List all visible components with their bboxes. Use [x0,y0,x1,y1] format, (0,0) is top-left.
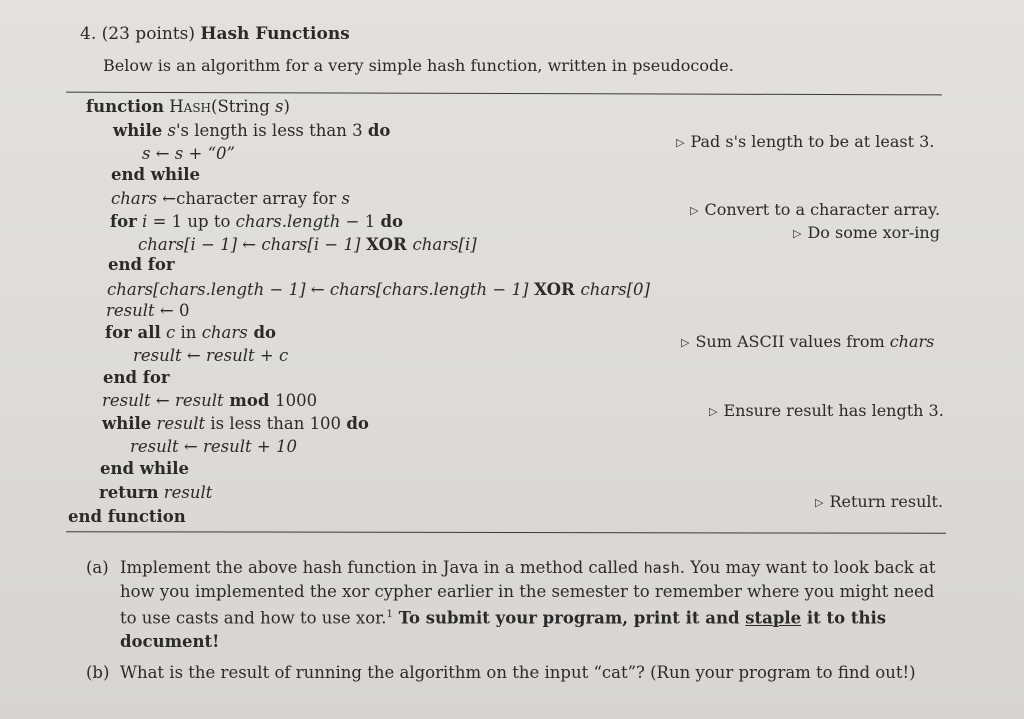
algo-line-sum: result ← result + c [133,346,289,365]
algo-line-end-while-2: end while [100,459,190,478]
part-a-label: (a) [86,558,109,577]
question-parts [86,556,956,692]
comment-xor: ▷ Do some xor-ing [793,223,940,242]
algo-line-end-while-1: end while [111,165,201,184]
comment-triangle-icon: ▷ [815,496,824,509]
algo-line-while-length: while s's length is less than 3 do [113,121,391,140]
comment-pad: ▷ Pad s's length to be at least 3. [676,132,935,151]
part-b: (b) What is the result of running the algorithm on the input “cat”? (Run your program to find out!) [86,662,916,682]
staple-word: staple [745,608,802,628]
code-hash: hash [643,559,680,577]
question-number: 4. [80,24,97,44]
algo-line-mod: result ← result mod 1000 [102,391,318,410]
comment-triangle-icon: ▷ [690,204,699,217]
comment-return: ▷ Return result. [815,492,944,511]
algo-line-end-for-2: end for [103,368,170,387]
comment-triangle-icon: ▷ [676,136,685,149]
part-a: (a) Implement the above hash function in Java in a method called hash. You may want to look back at how you implemented the xor cypher earlier in the semester to remember where you might need to use casts and how to use xor.$^1$ To submit your program, print it and staple it to this document! [86,558,936,651]
comment-triangle-icon: ▷ [681,336,690,349]
algo-line-add-ten: result ← result + 10 [130,437,297,456]
algo-line-while-result: while result is less than 100 do [102,414,369,433]
algo-line-return: return result [99,483,213,502]
footnote-marker: 1 [386,609,393,620]
algo-line-for-i: for i = 1 up to chars.length − 1 do [110,212,404,231]
algo-line-for-all: for all c in chars do [105,323,277,342]
comment-convert: ▷ Convert to a character array. [690,200,941,219]
algo-line-function: function Hash(String s) [86,97,290,116]
part-b-label: (b) [86,662,110,682]
algo-line-end-function: end function [68,507,186,526]
question-points: (23 points) [101,24,195,44]
comment-triangle-icon: ▷ [793,227,802,240]
algo-line-xor-last: chars[chars.length − 1] ← chars[chars.length − 1] XOR chars[0] [107,280,650,299]
algo-line-result-init: result ← 0 [106,301,190,320]
algo-line-pad: s ← s + “0” [142,144,235,163]
algo-line-end-for-1: end for [108,255,175,274]
algo-line-xor-loop: chars[i − 1] ← chars[i − 1] XOR chars[i] [138,235,477,254]
algo-line-chars-assign: chars ←character array for s [111,189,350,208]
comment-ensure: ▷ Ensure result has length 3. [709,401,944,420]
question-title: Hash Functions [200,24,350,44]
comment-sum: ▷ Sum ASCII values from chars [681,332,935,351]
question-intro: Below is an algorithm for a very simple hash function, written in pseudocode. [103,56,734,75]
comment-triangle-icon: ▷ [709,405,718,418]
